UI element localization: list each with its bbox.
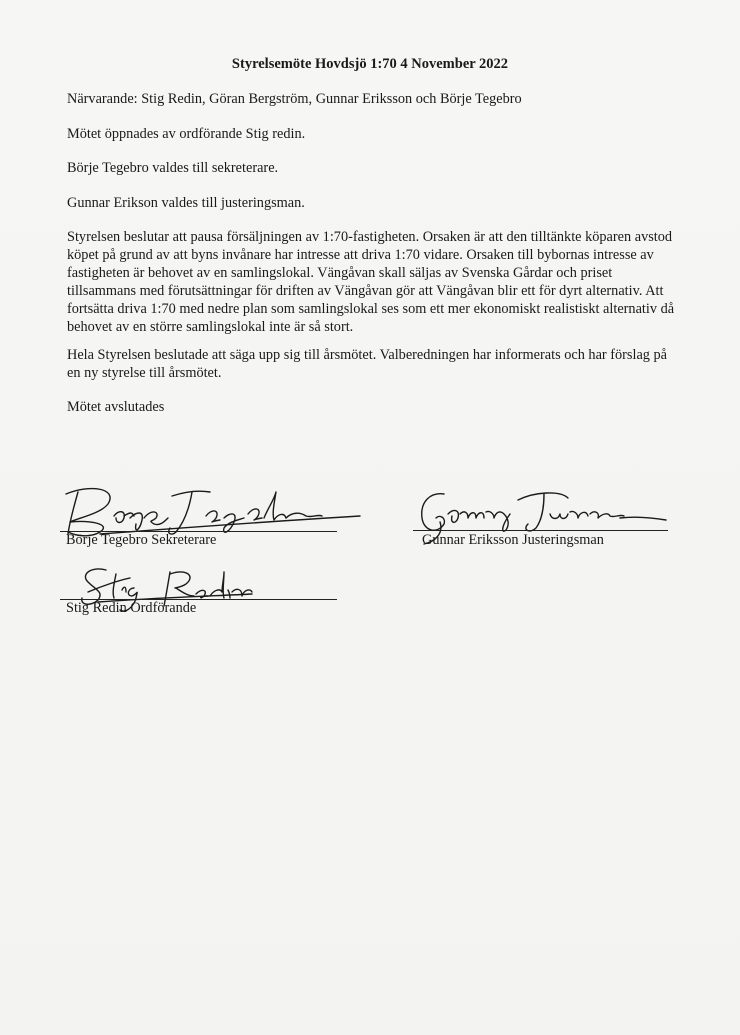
adjuster-paragraph: Gunnar Erikson valdes till justeringsman.	[67, 195, 305, 211]
signature-label-adjuster: Gunnar Eriksson Justeringsman	[422, 532, 604, 548]
signature-label-chairman: Stig Redin Ordförande	[66, 600, 197, 616]
attendees-paragraph: Närvarande: Stig Redin, Göran Bergström, Gunnar Eriksson och Börje Tegebro	[67, 91, 522, 107]
signature-line-adjuster	[413, 530, 668, 531]
decision-paragraph: Styrelsen beslutar att pausa försäljningen av 1:70-fastigheten. Orsaken är att den tilltänkte köparen avstod köpet på grund av att byns invånare har intresse att driva 1:70 vidare. Orsaken till bybornas intresse av fastigheten är behovet av en samlingslokal. Vängåvan skall säljas av Svenska Gårdar och priset tillsammans med förutsättningar för driften av Vängåvan gör att Vängåvan blir ett för dyrt alternativ. Att fortsätta driva 1:70 med nedre plan som samlingslokal ses som ett mer ekonomiskt realistiskt alternativ då behovet av en större samlingslokal inte är så stort.	[67, 229, 675, 335]
secretary-paragraph: Börje Tegebro valdes till sekreterare.	[67, 160, 279, 176]
meeting-closed-paragraph: Mötet avslutades	[67, 399, 165, 415]
meeting-opened-paragraph: Mötet öppnades av ordförande Stig redin.	[67, 126, 306, 142]
board-resignation-paragraph: Hela Styrelsen beslutade att säga upp sig till årsmötet. Valberedningen har informerats och har förslag på en ny styrelse till årsmötet.	[67, 347, 668, 381]
signature-label-secretary: Börje Tegebro Sekreterare	[66, 532, 217, 548]
document-title: Styrelsemöte Hovdsjö 1:70 4 November 2022	[231, 56, 509, 72]
